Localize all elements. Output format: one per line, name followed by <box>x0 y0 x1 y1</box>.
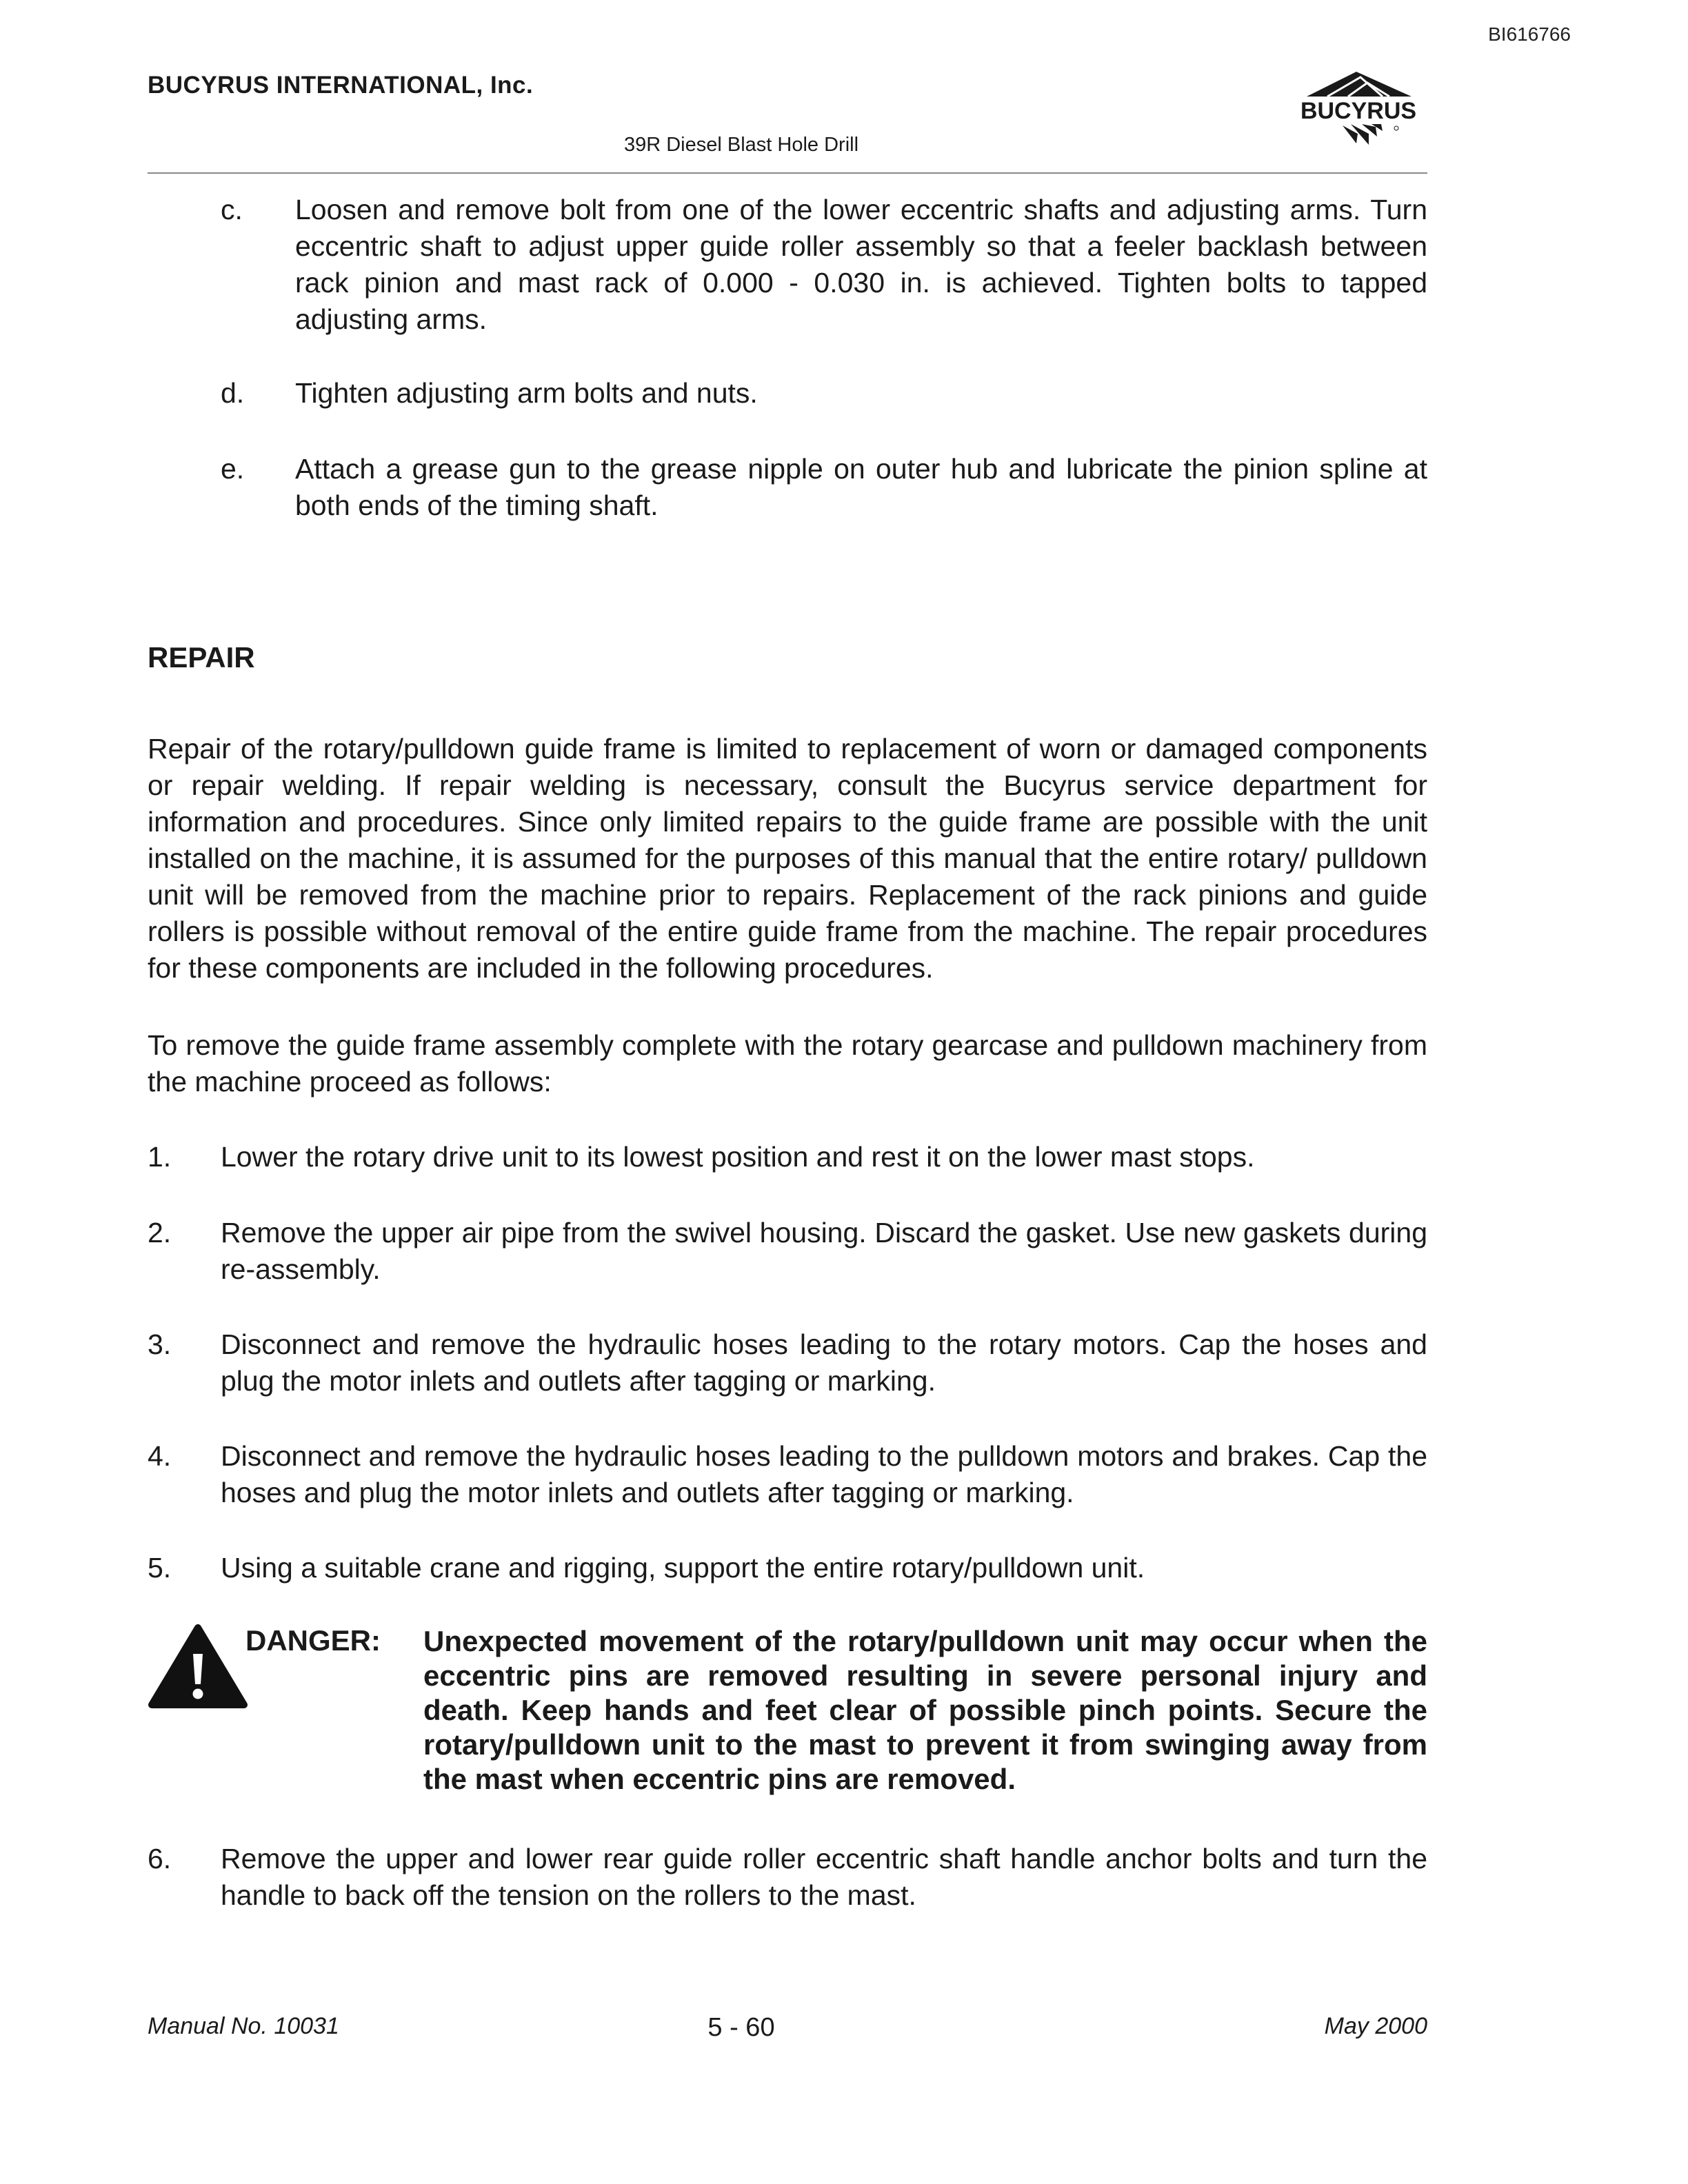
page-number: 5 - 60 <box>707 2013 775 2042</box>
repair-paragraph: Repair of the rotary/pulldown guide frame is limited to replacement of worn or damaged components or repair welding. If repair welding is necessary, consult the Bucyrus service department for information and procedures. Since only limited repairs to the guide frame are possible with the unit installed on the machine, it is assumed for the purposes of this manual that the entire rotary/ pulldown unit will be removed from the machine prior to repairs. Replacement of the rack pinions and guide rollers is possible without removal of the entire guide frame from the machine. The repair procedures for these components are included in the following procedures. <box>148 733 1427 984</box>
step-text: Loosen and remove bolt from one of the lower eccentric shafts and adjusting arms. Turn eccentric shaft to adjust upper guide roller assembly so that a feeler backlash between rack pinion and mast rack of 0.000 - 0.030 in. is achieved. Tighten bolts to tapped adjusting arms. <box>295 194 1427 335</box>
bucyrus-logo-icon <box>1279 68 1438 164</box>
step-text: Disconnect and remove the hydraulic hoses leading to the pulldown motors and brakes. Cap the hoses and plug the motor inlets and outlets after tagging or marking. <box>221 1440 1427 1508</box>
step-text: Disconnect and remove the hydraulic hoses leading to the rotary motors. Cap the hoses and plug the motor inlets and outlets after tagging or marking. <box>221 1328 1427 1397</box>
step-text: Remove the upper air pipe from the swivel housing. Discard the gasket. Use new gaskets during re-assembly. <box>221 1217 1427 1285</box>
step-number: 2. <box>148 1217 172 1248</box>
header-divider <box>148 172 1427 174</box>
step-number: 3. <box>148 1328 172 1360</box>
publication-date: May 2000 <box>1324 2013 1427 2039</box>
step-text: Tighten adjusting arm bolts and nuts. <box>295 377 758 409</box>
danger-label: DANGER: <box>245 1624 381 1657</box>
danger-text: Unexpected movement of the rotary/pulldown unit may occur when the eccentric pins are removed resulting in severe personal injury and death. Keep hands and feet clear of possible pinch points. Secure the rotary/pulldown unit to the mast to prevent it from swinging away from the mast when eccentric pins are removed. <box>423 1625 1427 1795</box>
logo-text: BUCYRUS <box>1300 98 1417 124</box>
section-heading-repair: REPAIR <box>148 641 255 674</box>
step-text: Attach a grease gun to the grease nipple on outer hub and lubricate the pinion spline at both ends of the timing shaft. <box>295 453 1427 521</box>
step-number: 4. <box>148 1440 172 1472</box>
step-text: Using a suitable crane and rigging, support the entire rotary/pulldown unit. <box>221 1552 1145 1584</box>
document-id: BI616766 <box>1488 23 1571 45</box>
company-name: BUCYRUS INTERNATIONAL, Inc. <box>148 72 534 99</box>
manual-number: Manual No. 10031 <box>148 2013 339 2039</box>
step-label: d. <box>221 377 245 409</box>
step-number: 5. <box>148 1552 172 1584</box>
document-subtitle: 39R Diesel Blast Hole Drill <box>623 134 859 156</box>
repair-intro-paragraph: To remove the guide frame assembly complete with the rotary gearcase and pulldown machinery from the machine proceed as follows: <box>148 1029 1427 1098</box>
step-text: Remove the upper and lower rear guide roller eccentric shaft handle anchor bolts and turn the handle to back off the tension on the rollers to the mast. <box>221 1843 1427 1911</box>
step-label: e. <box>221 453 245 485</box>
warning-triangle-icon <box>148 1624 248 1710</box>
step-text: Lower the rotary drive unit to its lowest position and rest it on the lower mast stops. <box>221 1141 1255 1173</box>
step-label: c. <box>221 194 243 225</box>
step-number: 6. <box>148 1843 172 1874</box>
step-number: 1. <box>148 1141 172 1173</box>
